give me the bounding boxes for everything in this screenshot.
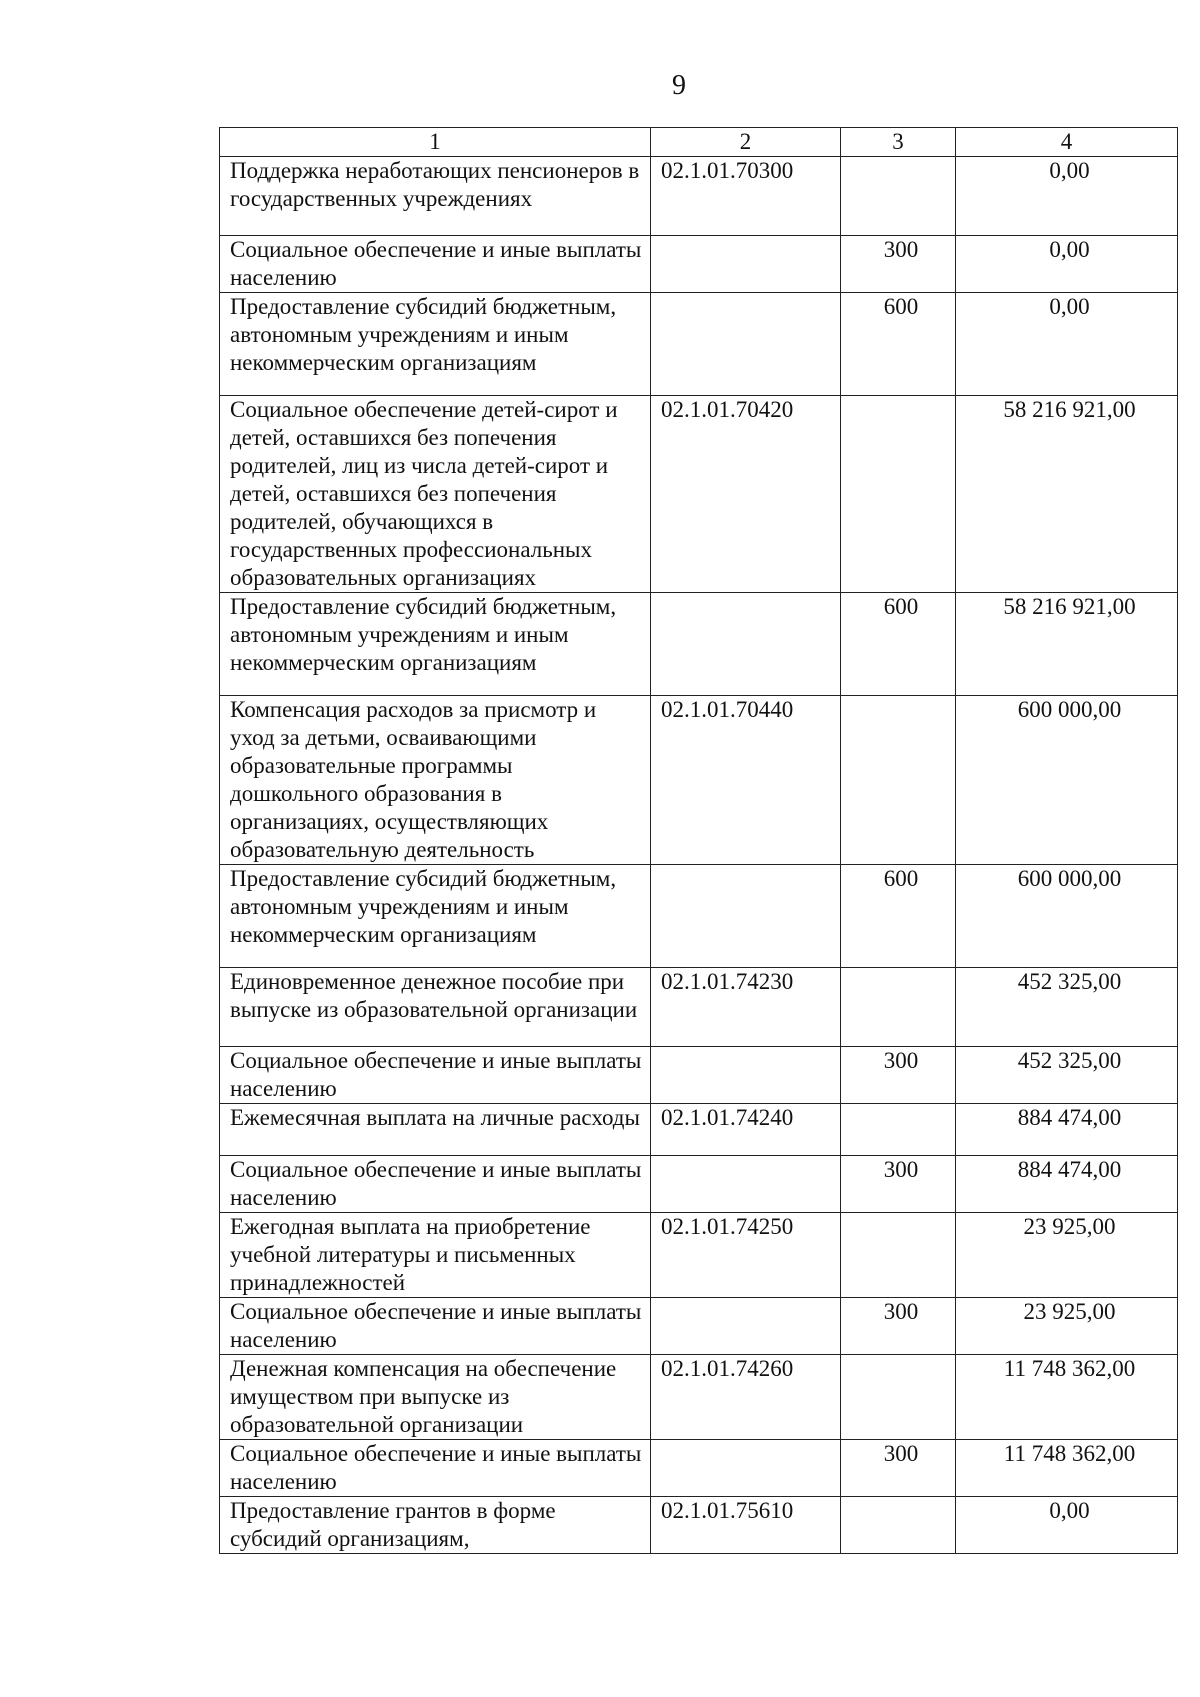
row-code	[651, 293, 841, 396]
budget-table	[219, 127, 1178, 1554]
row-expense-type: 300	[841, 236, 956, 293]
row-description: Предоставление субсидий бюджетным, автономным учреждениям и иным некоммерческим организациям	[220, 593, 651, 696]
row-expense-type	[841, 396, 956, 593]
table-row	[220, 1440, 1178, 1497]
row-code	[651, 1047, 841, 1104]
row-code: 02.1.01.75610	[651, 1497, 841, 1554]
table-row	[220, 1047, 1178, 1104]
table-row	[220, 1298, 1178, 1355]
row-expense-type	[841, 968, 956, 1047]
row-expense-type	[841, 696, 956, 865]
row-code: 02.1.01.70420	[651, 396, 841, 593]
table-row	[220, 1156, 1178, 1213]
row-expense-type: 600	[841, 293, 956, 396]
row-expense-type: 300	[841, 1298, 956, 1355]
row-amount: 600 000,00	[956, 865, 1178, 968]
row-amount: 884 474,00	[956, 1156, 1178, 1213]
table-row	[220, 1497, 1178, 1554]
table-row	[220, 968, 1178, 1047]
table-row	[220, 696, 1178, 865]
row-description: Поддержка неработающих пенсионеров в государственных учреждениях	[220, 157, 651, 236]
row-description: Ежемесячная выплата на личные расходы	[220, 1104, 651, 1156]
row-description: Предоставление субсидий бюджетным, автономным учреждениям и иным некоммерческим организациям	[220, 293, 651, 396]
row-amount: 23 925,00	[956, 1213, 1178, 1298]
row-amount: 0,00	[956, 293, 1178, 396]
column-header-1: 1	[220, 128, 651, 157]
table-row	[220, 396, 1178, 593]
row-amount: 600 000,00	[956, 696, 1178, 865]
row-amount: 452 325,00	[956, 968, 1178, 1047]
row-code	[651, 1440, 841, 1497]
row-expense-type: 300	[841, 1156, 956, 1213]
table-row	[220, 293, 1178, 396]
row-amount: 452 325,00	[956, 1047, 1178, 1104]
row-amount: 23 925,00	[956, 1298, 1178, 1355]
row-description: Социальное обеспечение и иные выплаты населению	[220, 1047, 651, 1104]
row-code	[651, 236, 841, 293]
column-header-2: 2	[651, 128, 841, 157]
row-amount: 0,00	[956, 157, 1178, 236]
row-code: 02.1.01.74240	[651, 1104, 841, 1156]
row-amount: 884 474,00	[956, 1104, 1178, 1156]
table-body	[220, 128, 1178, 1554]
page-number: 9	[672, 70, 686, 101]
table-row	[220, 1213, 1178, 1298]
row-code: 02.1.01.74230	[651, 968, 841, 1047]
row-description: Предоставление грантов в форме субсидий организациям,	[220, 1497, 651, 1554]
row-description: Социальное обеспечение и иные выплаты населению	[220, 1298, 651, 1355]
row-description: Денежная компенсация на обеспечение имуществом при выпуске из образовательной организации	[220, 1355, 651, 1440]
row-code: 02.1.01.74260	[651, 1355, 841, 1440]
row-description: Ежегодная выплата на приобретение учебной литературы и письменных принадлежностей	[220, 1213, 651, 1298]
table-row	[220, 865, 1178, 968]
row-code: 02.1.01.74250	[651, 1213, 841, 1298]
table-row	[220, 157, 1178, 236]
table-header-row	[220, 128, 1178, 157]
row-code	[651, 865, 841, 968]
row-expense-type	[841, 1355, 956, 1440]
table-row	[220, 236, 1178, 293]
row-description: Социальное обеспечение детей-сирот и детей, оставшихся без попечения родителей, лиц из числа детей-сирот и детей, оставшихся без попечения родителей, обучающихся в государственных профессиональных образовательных организациях	[220, 396, 651, 593]
row-code	[651, 593, 841, 696]
row-expense-type	[841, 157, 956, 236]
table-row	[220, 1355, 1178, 1440]
column-header-3: 3	[841, 128, 956, 157]
row-amount: 11 748 362,00	[956, 1355, 1178, 1440]
row-amount: 0,00	[956, 236, 1178, 293]
table-row	[220, 1104, 1178, 1156]
table-row	[220, 593, 1178, 696]
row-description: Компенсация расходов за присмотр и уход за детьми, осваивающими образовательные программы дошкольного образования в организациях, осуществляющих образовательную деятельность	[220, 696, 651, 865]
row-amount: 58 216 921,00	[956, 593, 1178, 696]
row-code: 02.1.01.70300	[651, 157, 841, 236]
row-description: Единовременное денежное пособие при выпуске из образовательной организации	[220, 968, 651, 1047]
row-description: Социальное обеспечение и иные выплаты населению	[220, 1440, 651, 1497]
row-expense-type: 300	[841, 1440, 956, 1497]
row-amount: 11 748 362,00	[956, 1440, 1178, 1497]
row-expense-type	[841, 1213, 956, 1298]
row-expense-type	[841, 1104, 956, 1156]
row-expense-type: 600	[841, 593, 956, 696]
row-description: Социальное обеспечение и иные выплаты населению	[220, 236, 651, 293]
row-code: 02.1.01.70440	[651, 696, 841, 865]
row-code	[651, 1156, 841, 1213]
row-expense-type: 600	[841, 865, 956, 968]
row-description: Предоставление субсидий бюджетным, автономным учреждениям и иным некоммерческим организациям	[220, 865, 651, 968]
column-header-4: 4	[956, 128, 1178, 157]
row-expense-type	[841, 1497, 956, 1554]
row-amount: 58 216 921,00	[956, 396, 1178, 593]
row-code	[651, 1298, 841, 1355]
row-description: Социальное обеспечение и иные выплаты населению	[220, 1156, 651, 1213]
row-amount: 0,00	[956, 1497, 1178, 1554]
row-expense-type: 300	[841, 1047, 956, 1104]
